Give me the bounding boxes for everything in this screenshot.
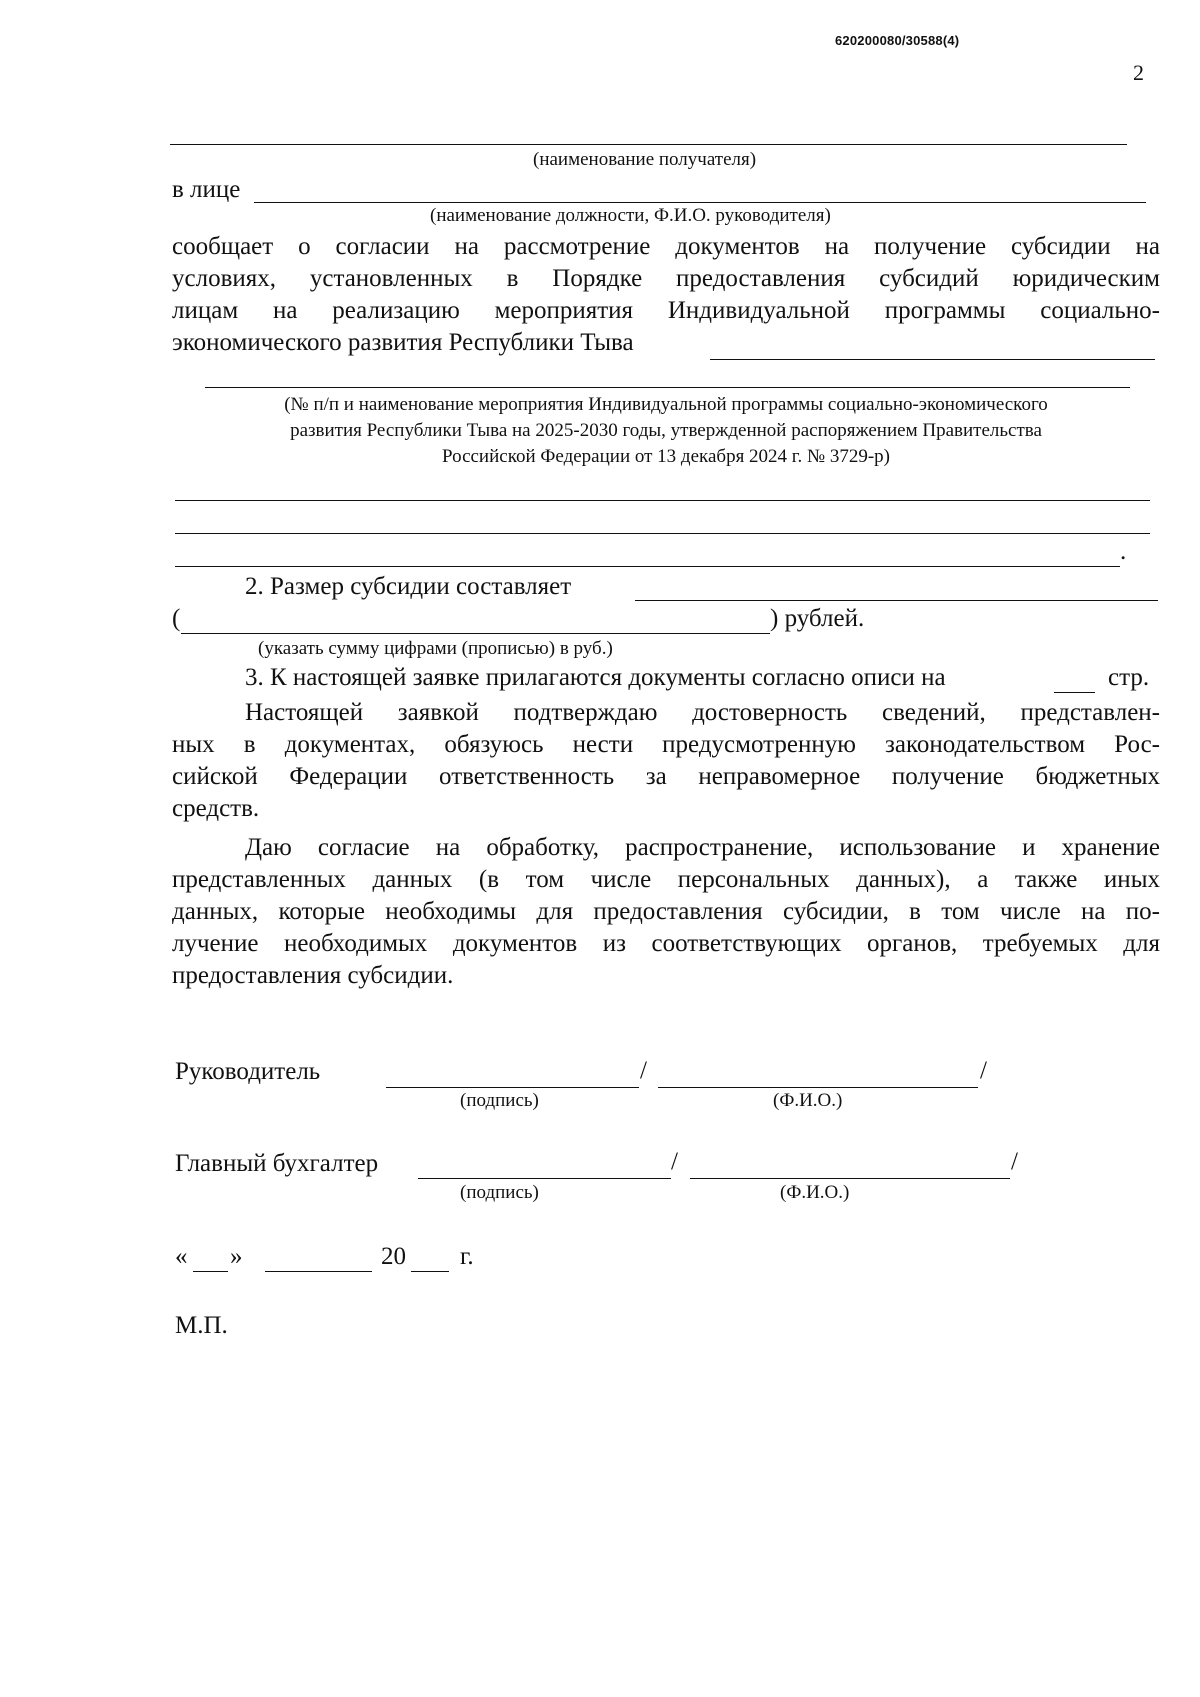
accountant-signature-caption: (подпись): [460, 1182, 539, 1203]
accountant-signature-label: Главный бухгалтер: [175, 1150, 379, 1177]
stamp-label: М.П.: [175, 1312, 228, 1339]
recipient-name-line[interactable]: [170, 144, 1127, 145]
attachments-pages-suffix: стр.: [1108, 664, 1150, 691]
data-consent-line: лучение необходимых документов из соответствующих органов, требуемых для: [172, 930, 1160, 957]
representative-name-line[interactable]: [254, 202, 1146, 203]
head-signature-line[interactable]: [386, 1087, 639, 1088]
event-caption-line: (№ п/п и наименование мероприятия Индивидуальной программы социально-экономического: [284, 394, 1048, 415]
accountant-name-line[interactable]: [690, 1178, 1010, 1179]
representative-label: в лице: [172, 176, 241, 203]
event-caption-line: Российской Федерации от 13 декабря 2024 г. № 3729-р): [442, 446, 890, 467]
accountant-slash: /: [671, 1148, 678, 1175]
confirmation-paragraph: [172, 697, 1160, 825]
date-year-suffix: г.: [460, 1243, 474, 1270]
consent-line: экономического развития Республики Тыва: [172, 329, 634, 356]
event-caption: [172, 392, 1160, 470]
head-slash: /: [980, 1057, 987, 1084]
subsidy-rubles-suffix: ) рублей.: [770, 605, 865, 632]
accountant-name-caption: (Ф.И.О.): [780, 1182, 850, 1203]
data-consent-paragraph: [172, 832, 1160, 992]
subsidy-amount-line[interactable]: [635, 600, 1158, 601]
event-blank-line[interactable]: [175, 533, 1150, 534]
head-name-line[interactable]: [658, 1087, 978, 1088]
data-consent-line: предоставления субсидии.: [172, 962, 454, 989]
date-open-quote: «: [175, 1243, 188, 1270]
event-caption-line: развития Республики Тыва на 2025-2030 годы, утвержденной распоряжением Правительства: [290, 420, 1042, 441]
event-name-line[interactable]: [710, 359, 1155, 360]
head-name-caption: (Ф.И.О.): [773, 1090, 843, 1111]
consent-line: условиях, установленных в Порядке предоставления субсидий юридическим: [172, 265, 1160, 292]
event-caption-rule: [205, 387, 1130, 388]
accountant-signature-line[interactable]: [418, 1178, 671, 1179]
subsidy-caption: (указать сумму цифрами (прописью) в руб.): [258, 638, 613, 659]
recipient-caption: (наименование получателя): [533, 149, 757, 170]
accountant-slash: /: [1011, 1148, 1018, 1175]
attachments-text: 3. К настоящей заявке прилагаются документы согласно описи на: [245, 664, 946, 691]
consent-line: лицам на реализацию мероприятия Индивидуальной программы социально-: [172, 297, 1160, 324]
representative-caption: (наименование должности, Ф.И.О. руководителя): [430, 205, 831, 226]
date-month-line[interactable]: [265, 1271, 372, 1272]
head-signature-caption: (подпись): [460, 1090, 539, 1111]
event-blank-line[interactable]: [175, 566, 1120, 567]
attachments-pages-line[interactable]: [1054, 692, 1095, 693]
date-year-line[interactable]: [411, 1271, 449, 1272]
date-close-quote: »: [230, 1243, 243, 1270]
consent-line: сообщает о согласии на рассмотрение документов на получение субсидии на: [172, 233, 1160, 260]
data-consent-line: данных, которые необходимы для предоставления субсидии, в том числе на по-: [172, 898, 1160, 925]
confirmation-line: ных в документах, обязуюсь нести предусмотренную законодательством Рос-: [172, 731, 1160, 758]
page-number: 2: [1133, 60, 1144, 85]
data-consent-line: представленных данных (в том числе персональных данных), а также иных: [172, 866, 1160, 893]
subsidy-open-paren: (: [172, 605, 181, 632]
date-century: 20: [381, 1243, 406, 1270]
date-day-line[interactable]: [193, 1271, 228, 1272]
event-blank-line[interactable]: [175, 500, 1150, 501]
confirmation-line: Настоящей заявкой подтверждаю достоверность сведений, представлен-: [245, 699, 1160, 726]
consent-paragraph: [172, 231, 1160, 359]
event-period: .: [1120, 538, 1127, 565]
head-slash: /: [640, 1057, 647, 1084]
confirmation-line: средств.: [172, 795, 260, 822]
head-signature-label: Руководитель: [175, 1058, 321, 1085]
subsidy-words-line[interactable]: [181, 633, 770, 634]
subsidy-amount-label: 2. Размер субсидии составляет: [245, 573, 572, 600]
confirmation-line: сийской Федерации ответственность за неправомерное получение бюджетных: [172, 763, 1160, 790]
document-id: 620200080/30588(4): [835, 33, 960, 48]
data-consent-line: Даю согласие на обработку, распространение, использование и хранение: [245, 834, 1160, 861]
